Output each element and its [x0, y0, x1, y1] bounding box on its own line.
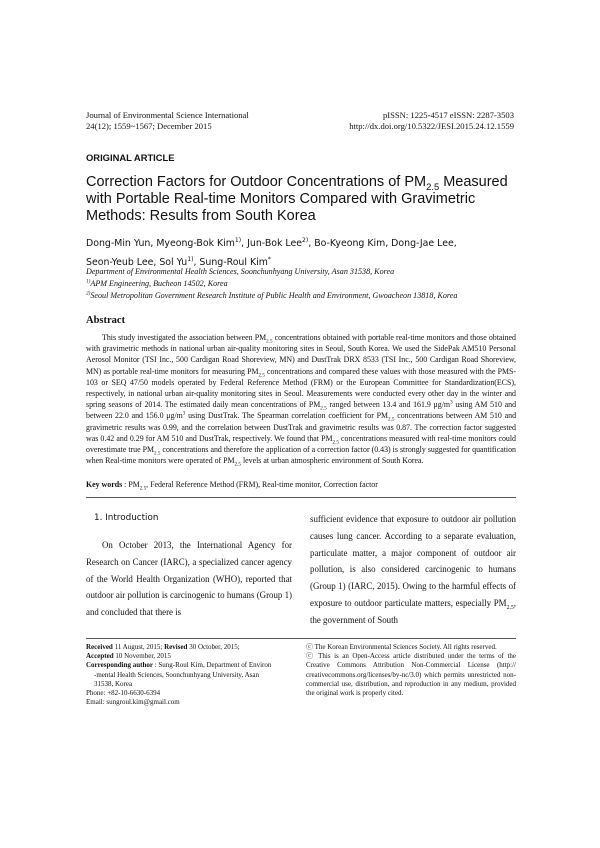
phone: Phone: +82-10-6630-6394: [86, 689, 161, 698]
affiliation-main: Department of Environmental Health Sciences, Soonchunhyang University, Asan 31538, Korea: [86, 267, 395, 276]
author-list: Dong-Min Yun, Myeong-Bok Kim$^{1)}$, Jun-Bok Lee$^{2)}$, Bo-Kyeong Kim, Dong-Jae Lee, Seon-Yeub Lee, Sol Yu$^{1)}$, Sung-Roul Kim*: [86, 236, 457, 268]
copyright-notice: ⓒ The Korean Environmental Sciences Society. All rights reserved. ⓒ This is an Open-Access article distributed under the terms of the Creative Commons Attribution Non-Commercial License (http:// creativecommons.org/licenses/by-nc/3.0) which permits unrestricted non-commercial use, distribution, and reproduction in any medium, provided the original work is properly cited.: [306, 643, 516, 698]
email[interactable]: Email: sungroul.kim@gmail.com: [86, 698, 180, 707]
journal-header: [86, 110, 249, 132]
abstract-heading: Abstract: [86, 315, 126, 326]
keywords: Key words : $PM_{2.5}$, Federal Reference Method (FRM), Real-time monitor, Correction factor: [86, 480, 378, 492]
footer-divider: [86, 638, 516, 639]
journal-issue: 24(12); 1559~1567; December 2015: [86, 121, 212, 131]
journal-name: Journal of Environmental Science International: [86, 110, 249, 120]
affiliation-2: $^{2)}$Seoul Metropolitan Government Research Institute of Public Health and Environment, Gwoacheon 13818, Korea: [86, 290, 458, 300]
divider: [86, 497, 516, 498]
doi-link[interactable]: http://dx.doi.org/10.5322/JESI.2015.24.12.1559: [349, 121, 514, 131]
article-title: Correction Factors for Outdoor Concentrations of $PM_{2.5}$ Measured with Portable Real-time Monitors Compared with Gravimetric Methods: Results from South Korea: [86, 174, 508, 224]
intro-left-column: On October 2013, the International Agency for Research on Cancer (IARC), a specialized cancer agency of the World Health Organization (WHO), reported that outdoor air pollution is carcinogenic to humans (Group 1) and concluded that there is: [86, 540, 292, 618]
section-heading-introduction: 1. Introduction: [94, 513, 159, 523]
issn: pISSN: 1225-4517 eISSN: 2287-3503: [382, 110, 514, 120]
abstract-body: This study investigated the association between $PM_{2.5}$ concentrations obtained with portable real-time monitors and those obtained with gravimetric methods in national urban air-quality monitoring sites in Seoul, South Korea. We used the SidePak AM510 Personal Aerosol Monitor (TSI Inc., 500 Cardigan Road Shoreview, MN) and DustTrak DRX 8533 (TSI Inc., 500 Cardigan Road Shoreview, MN) as portable real-time monitors for measuring $PM_{2.5}$ concentrations and compared these values with those measured with the PMS-103 or SEQ 47/50 models operated by Federal Reference Method (FRM) or the European Committee for Standardization(ECS), respectively, in national urban air-quality monitoring sites in Seoul. Measurements were conducted every other day in the winter and spring seasons of 2014. The estimated daily mean concentrations of $PM_{2.5}$ ranged between 13.4 and 161.9 $\mu g/m^3$ using AM 510 and between 22.0 and 156.0 $\mu g/m^3$ using DustTrak. The Spearman correlation coefficient for $PM_{2.5}$ concentrations between AM 510 and gravimetric results was 0.99, and the correlation between DustTrak and gravimetric results was 0.87. The correction factor suggested was 0.42 and 0.29 for AM 510 and DustTrak, respectively. We found that $PM_{2.5}$ concentrations measured with real-time monitors could overestimate true $PM_{2.5}$ concentrations and therefore the application of a correction factor (0.43) is strongly suggested for quantification when Real-time monitors were operated of $PM_{2.5}$ levels at urban atmospheric environment of South Korea.: [86, 333, 517, 468]
intro-right-column: sufficient evidence that exposure to outdoor air pollution causes lung cancer. According to a separate evaluation, particulate matter, a major component of outdoor air pollution, is also considered carcinogenic to humans (Group 1) (IARC, 2015). Owing to the harmful effects of exposure to outdoor particulate matters, especially $PM_{2.5}$, the government of South: [310, 514, 516, 625]
article-dates: Received 11 August, 2015; Revised 30 October, 2015; Accepted 10 November, 2015 Corresponding author : Sung-Roul Kim, Department of Environ -mental Health Sciences, Soonchunhyang University, Asan 31538, Korea Phone: +82-10-6630-6394 Email: sungroul.kim@gmail.com: [86, 643, 286, 707]
issn-header: [349, 110, 514, 132]
affiliation-1: $^{1)}$APM Engineering, Bucheon 14502, Korea: [86, 278, 228, 288]
corresponding-author: Corresponding author : Sung-Roul Kim, Department of Environ: [86, 661, 272, 670]
affiliations: [86, 266, 526, 302]
article-type: ORIGINAL ARTICLE: [86, 152, 175, 163]
